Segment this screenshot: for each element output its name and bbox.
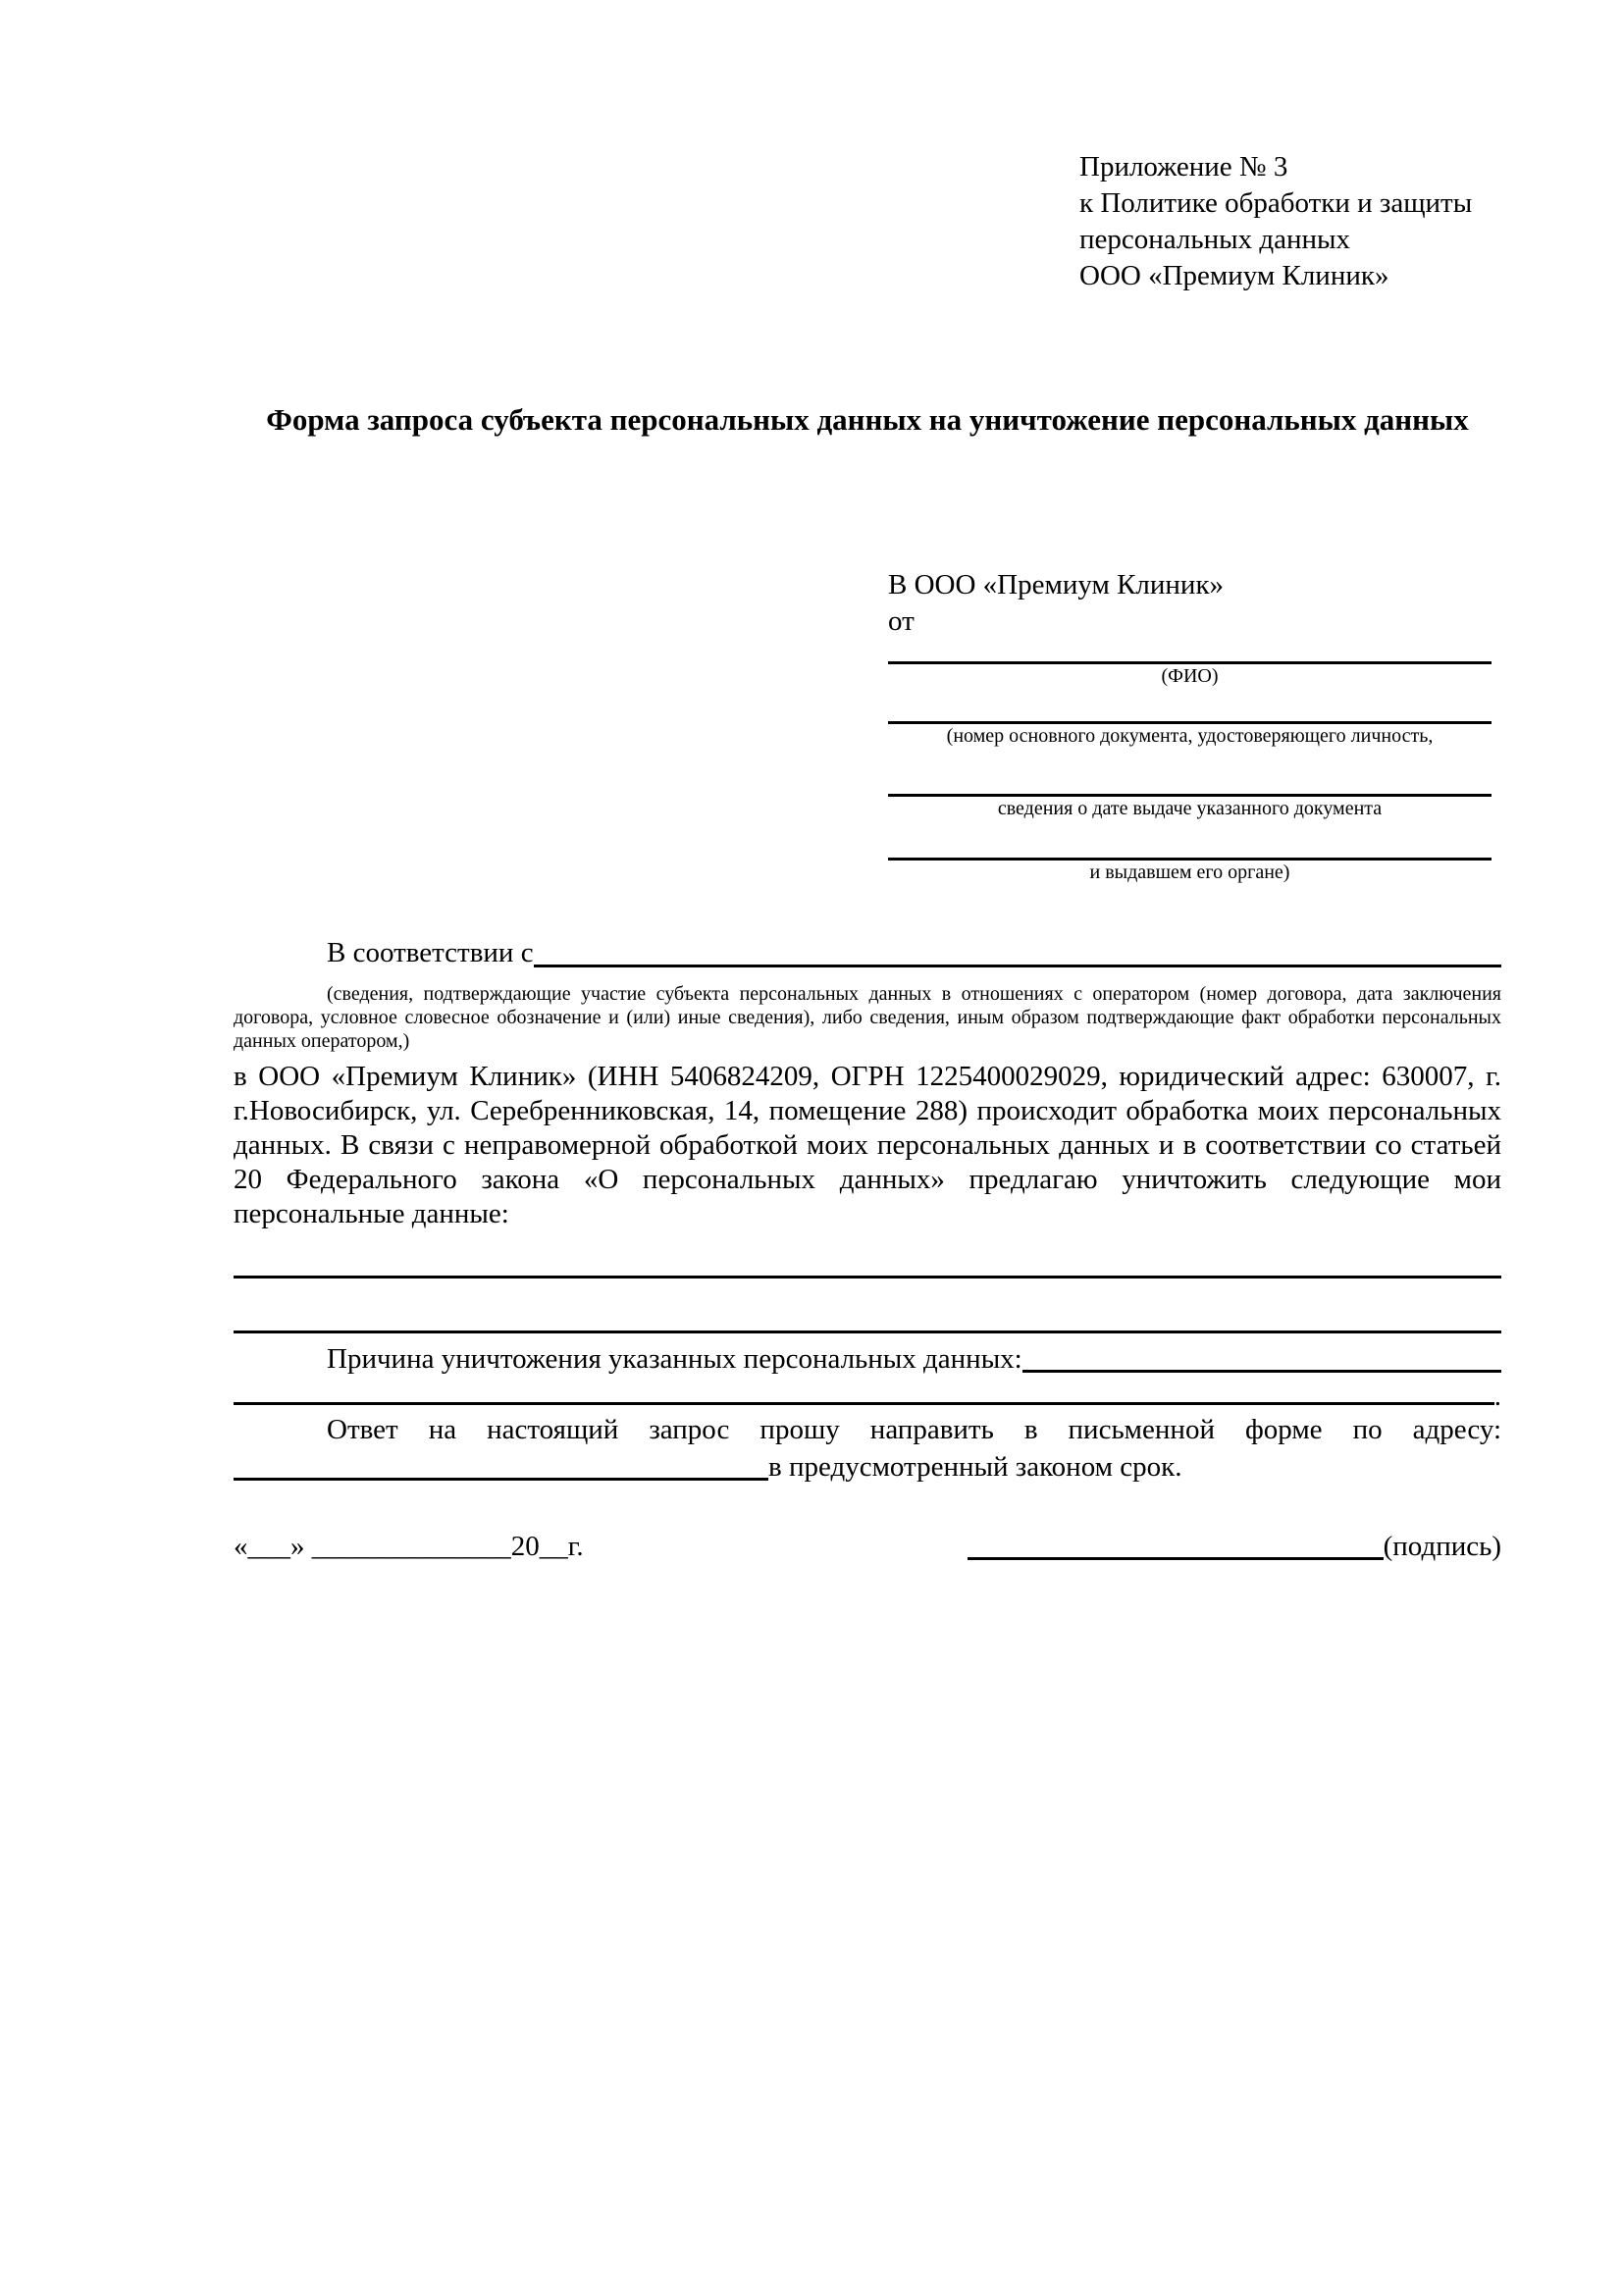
reason-field-line[interactable] <box>1022 1370 1501 1373</box>
reason-label: Причина уничтожения указанных персональных данных: <box>327 1343 1022 1375</box>
reason-line <box>234 1342 1501 1377</box>
signature-field-line[interactable] <box>968 1557 1384 1560</box>
main-paragraph: в ООО «Премиум Клиник» (ИНН 5406824209, ОГРН 1225400029029, юридический адрес: 630007, г. г.Новосибирск, ул. Серебренниковская, 14, помещение 288) происходит обработка моих персональных данных. В связи с неправомерной обработкой моих персональных данных и в соответствии со статьей 20 Федерального закона «О персональных данных» предлагаю уничтожить следующие мои персональные данные: <box>234 1061 1501 1229</box>
reason-continuation-line <box>234 1381 1501 1412</box>
reply-sentence: Ответ на настоящий запрос прошу направить в письменной форме по адресу: <box>327 1414 1501 1445</box>
date-signature-row <box>234 1529 1501 1565</box>
signature-caption: (подпись) <box>1383 1531 1501 1562</box>
document-title: Форма запроса субъекта персональных данных на уничтожение персональных данных <box>266 402 1469 437</box>
appendix-reference-block <box>1079 149 1472 294</box>
appendix-number: Приложение № 3 <box>1079 151 1288 183</box>
accordance-note: (сведения, подтверждающие участие субъекта персональных данных в отношениях с оператором (номер договора, дата заключения договора, условное словесное обозначение и (или) иные сведения), либо сведения, иным образом подтверждающие факт обработки персональных данных оператором,) <box>234 983 1501 1052</box>
addressee-from-label: от <box>888 605 915 637</box>
accordance-line <box>234 935 1501 971</box>
addressee-to: В ООО «Премиум Клиник» <box>888 569 1225 600</box>
line-period: . <box>1493 1381 1501 1412</box>
accordance-field-line[interactable] <box>534 965 1501 967</box>
date-blank[interactable]: «___» ______________20__г. <box>234 1531 584 1562</box>
fio-field-line[interactable] <box>888 640 1492 664</box>
fio-caption: (ФИО) <box>1161 665 1219 687</box>
reason-field-line-2[interactable] <box>234 1382 1494 1405</box>
accordance-label: В соответствии с <box>327 937 534 968</box>
issuing-authority-caption: и выдавшем его органе) <box>1089 861 1290 883</box>
issuing-authority-field-line[interactable] <box>888 820 1492 861</box>
address-field-line[interactable] <box>234 1478 768 1481</box>
reply-address-line <box>234 1450 1501 1485</box>
company-name: ООО «Премиум Клиник» <box>1079 260 1389 291</box>
addressee-block <box>888 567 1492 884</box>
issue-date-field-line[interactable] <box>888 748 1492 797</box>
personal-data-field-line-1[interactable] <box>234 1276 1501 1278</box>
personal-data-field-line-2[interactable] <box>234 1331 1501 1333</box>
reply-tail: в предусмотренный законом срок. <box>768 1451 1182 1483</box>
policy-reference-line-2: персональных данных <box>1079 224 1351 255</box>
issue-date-caption: сведения о дате выдаче указанного документа <box>997 798 1383 819</box>
policy-reference-line-1: к Политике обработки и защиты <box>1079 187 1473 219</box>
document-number-caption: (номер основного документа, удостоверяющего личность, <box>946 725 1434 747</box>
document-number-field-line[interactable] <box>888 688 1492 724</box>
